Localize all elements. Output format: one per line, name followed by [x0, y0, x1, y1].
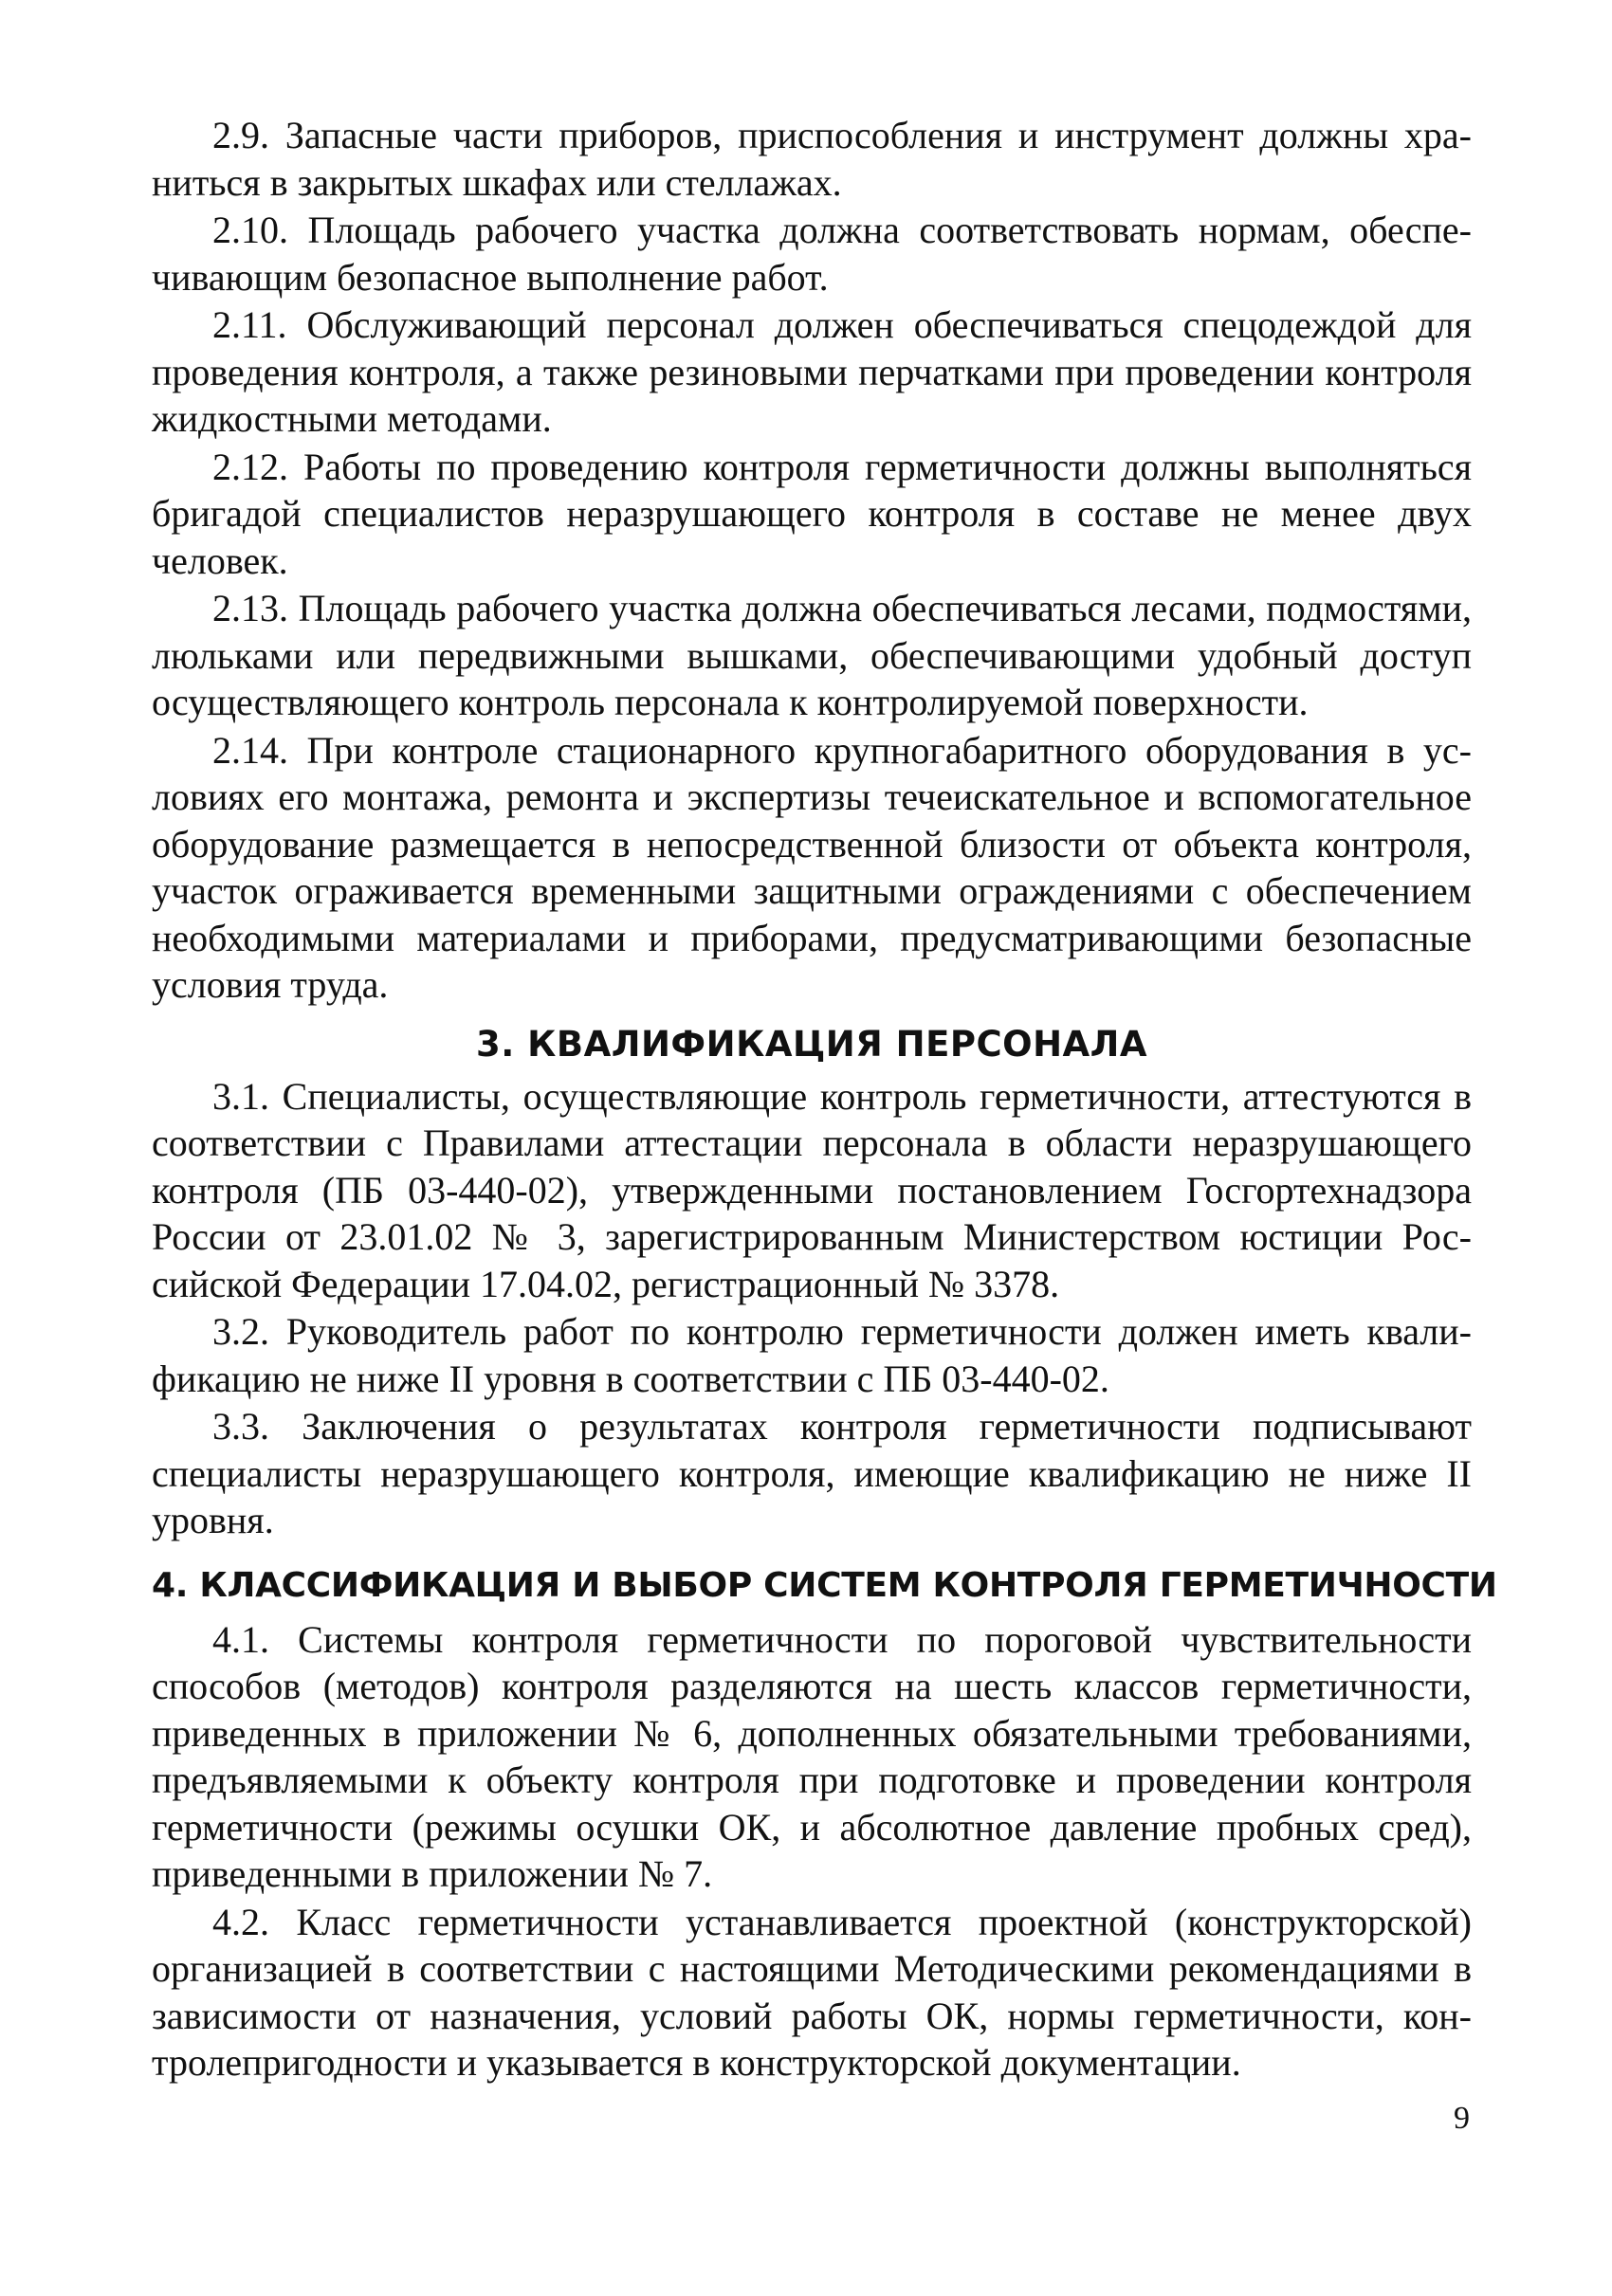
paragraph-2-14: 2.14. При контроле стационарного крупногабаритного оборудования в условиях его монтажа, ремонта и экспертизы течеискательное и вспомогательное оборудование размещается в непосредственной близости от объекта контроля, участок ограживается временными защитными ограждениями с обеспечением необходимыми материалами и приборами, предусматривающими безопасные условия труда.	[152, 728, 1472, 1006]
paragraph-2-10: 2.10. Площадь рабочего участка должна соответствовать нормам, обеспечивающим безопасное выполнение работ.	[152, 209, 1472, 299]
section-4-heading: 4. КЛАССИФИКАЦИЯ И ВЫБОР СИСТЕМ КОНТРОЛЯ ГЕРМЕТИЧНОСТИ	[152, 1565, 1497, 1605]
section-3-heading: 3. КВАЛИФИКАЦИЯ ПЕРСОНАЛА	[475, 1023, 1148, 1065]
paragraph-2-11: 2.11. Обслуживающий персонал должен обеспечиваться спецодеждой для проведения контроля, а также резиновыми перчатками при проведении контроля жидкостными методами.	[152, 303, 1472, 440]
paragraph-2-12: 2.12. Работы по проведению контроля герметичности должны выполняться бригадой специалистов неразрушающего контроля в составе не менее двух человек.	[152, 445, 1472, 582]
paragraph-3-2: 3.2. Руководитель работ по контролю герметичности должен иметь квалификацию не ниже II уровня в соответствии с ПБ 03-440-02.	[152, 1310, 1472, 1400]
paragraph-2-13: 2.13. Площадь рабочего участка должна обеспечиваться лесами, подмостями, люльками или передвижными вышками, обеспечивающими удобный доступ осуществляющего контроль персонала к контролируемой поверхности.	[152, 587, 1472, 723]
paragraph-2-9: 2.9. Запасные части приборов, приспособления и инструмент должны храниться в закрытых шкафах или стеллажах.	[152, 114, 1472, 204]
paragraph-4-1: 4.1. Системы контроля герметичности по пороговой чувствительности способов (методов) контроля разделяются на шесть классов герметичности, приведенных в приложении № 6, дополненных обязательными требованиями, предъявляемыми к объекту контроля при подготовке и проведении контроля герметичности (режимы осушки ОК, и абсолютное давление пробных сред), приведенными в приложении № 7.	[152, 1617, 1472, 1895]
paragraph-3-3: 3.3. Заключения о результатах контроля герметичности подписывают специалисты неразрушающего контроля, имеющие квалификацию не ниже II уровня.	[152, 1405, 1472, 1541]
paragraph-3-1: 3.1. Специалисты, осуществляющие контроль герметичности, аттестуются в соответствии с Правилами аттестации персонала в области неразрушающего контроля (ПБ 03-440-02), утвержденными постановлением Госгортехнадзора России от 23.01.02 № 3, зарегистрированным Министерством юстиции Российской Федерации 17.04.02, регистрационный № 3378.	[152, 1074, 1472, 1305]
page-number: 9	[1454, 2101, 1470, 2136]
paragraph-4-2: 4.2. Класс герметичности устанавливается проектной (конструкторской) организацией в соответствии с настоящими Методическими рекомендациями в зависимости от назначения, условий работы ОК, нормы герметичности, контролепригодности и указывается в конструкторской документации.	[152, 1900, 1472, 2084]
document-page	[152, 112, 1497, 2087]
